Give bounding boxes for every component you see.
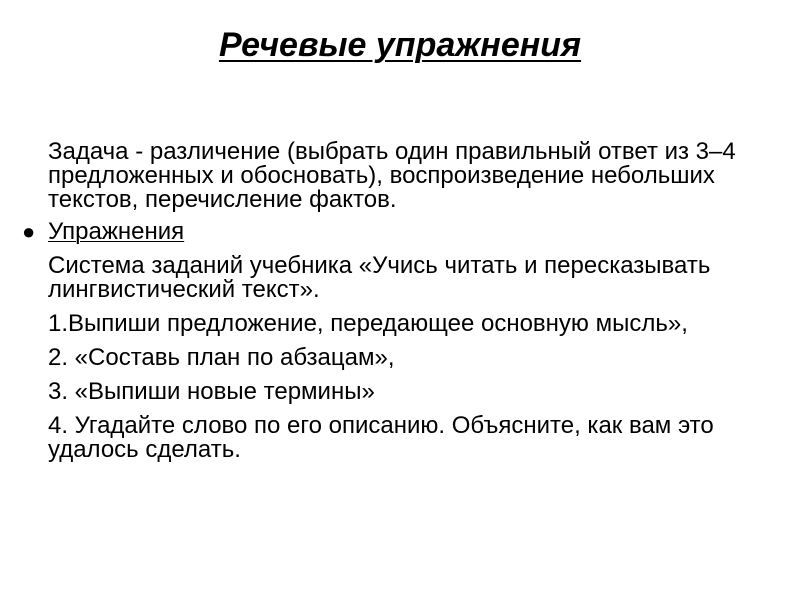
exercises-heading: Упражнения (48, 218, 185, 245)
exercise-item-2: 2. «Составь план по абзацам», (48, 344, 395, 371)
exercise-item-3: 3. «Выпиши новые термины» (48, 378, 375, 405)
exercise-item-1: 1.Выпиши предложение, передающее основную мысль», (48, 310, 688, 337)
bullet-icon: ● (22, 219, 36, 244)
exercises-bullet (22, 220, 782, 244)
textbook-description: Система заданий учебника «Учись читать и пересказывать лингвистический текст». (48, 252, 711, 303)
task-paragraph: Задача - различение (выбрать один правильный ответ из 3–4 предложенных и обосновать), воспроизведение небольших текстов, перечисление фактов. (48, 138, 736, 213)
slide-title: Речевые упражнения (218, 26, 582, 64)
slide-content (22, 140, 782, 462)
exercise-item-4: 4. Угадайте слово по его описанию. Объясните, как вам это удалось сделать. (48, 412, 714, 463)
